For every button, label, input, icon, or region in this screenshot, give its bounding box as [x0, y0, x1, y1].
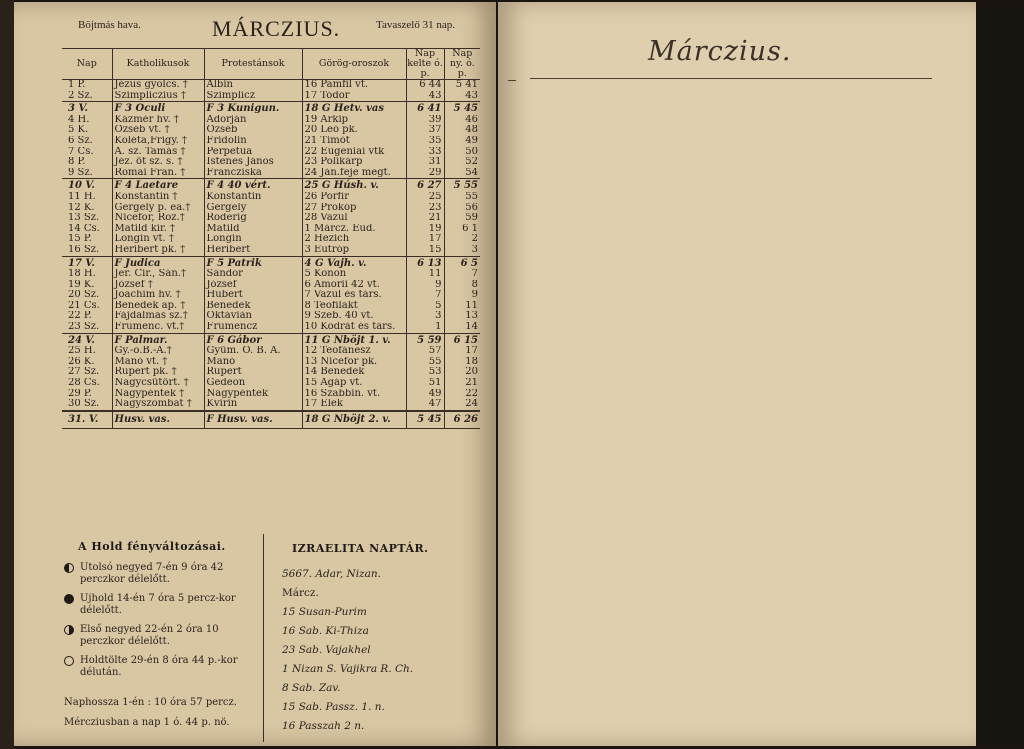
jewish-calendar-item: 16 Sab. Ki-Thiza [282, 625, 369, 637]
cell-sunrise: 17 [406, 234, 444, 245]
calendar-header-row [62, 49, 480, 80]
calendar-row-last [62, 411, 480, 429]
cell-catholic: Matild kir. † [112, 224, 204, 235]
cell-protestant: Kvirin [204, 399, 302, 411]
calendar-row [62, 269, 480, 280]
calendar-row [62, 203, 480, 214]
calendar-row [62, 234, 480, 245]
jewish-calendar-item: 8 Sab. Zav. [282, 682, 341, 694]
cell-day: 17 V. [62, 256, 112, 269]
cell-day: 7 Cs. [68, 146, 94, 157]
cell-sunset: 11 [444, 301, 480, 312]
calendar-row [62, 399, 480, 411]
col-header-sunset: Nap ny. ó. p. [444, 49, 480, 80]
col-header-catholic: Katholikusok [112, 49, 204, 80]
calendar-row [62, 136, 480, 147]
moon-phases-list [62, 562, 262, 686]
cell-protestant: Gyüm. O. B. A. [204, 346, 302, 357]
cell-sunrise: 53 [406, 367, 444, 378]
jewish-calendar-item: 15 Susan-Purim [282, 606, 367, 618]
cell-sunset: 6 15 [444, 333, 480, 346]
cell-day: 13 Sz. [68, 213, 100, 224]
cell-sunrise: 33 [406, 147, 444, 158]
cell-sunrise: 7 [406, 290, 444, 301]
cell-protestant: Adorján [204, 115, 302, 126]
cell-catholic: A. sz. Tamás † [112, 147, 204, 158]
cell-catholic: Nicefor, Roz.† [112, 213, 204, 224]
cell-protestant: József [204, 280, 302, 291]
cell-orthodox: 14 Benedek [302, 367, 406, 378]
cell-sunset: 5 41 [444, 80, 480, 91]
cell-orthodox: 1 Márcz. Eud. [302, 224, 406, 235]
cell-protestant: Nagypéntek [204, 389, 302, 400]
cell-sunrise: 6 44 [406, 80, 444, 91]
cell-sunset: 18 [444, 357, 480, 368]
cell-sunrise: 15 [406, 245, 444, 256]
calendar-row [62, 333, 480, 346]
cell-orthodox: 27 Prokóp [302, 203, 406, 214]
cell-protestant: Szimplicz [204, 91, 302, 102]
calendar-row [62, 290, 480, 301]
cell-catholic: F Palmar. [112, 333, 204, 346]
calendar-row [62, 378, 480, 389]
cell-day: 22 P. [68, 311, 92, 322]
calendar-row [62, 357, 480, 368]
cell-sunset: 5 55 [444, 179, 480, 192]
cell-orthodox: 18 G Nböjt 2. v. [302, 411, 406, 429]
cell-catholic: Konstantin † [112, 192, 204, 203]
calendar-row [62, 301, 480, 312]
book-edge-left [0, 0, 14, 749]
cell-orthodox: 22 Eugeniai vtk [302, 147, 406, 158]
cell-orthodox: 4 G Vajh. v. [302, 256, 406, 269]
cell-protestant: F 5 Patrik [204, 256, 302, 269]
cell-sunset: 20 [444, 367, 480, 378]
cell-sunset: 6 1 [444, 224, 480, 235]
cell-day: 20 Sz. [68, 290, 100, 301]
col-header-day: Nap [62, 49, 112, 80]
cell-protestant: F Husv. vas. [204, 411, 302, 429]
cell-day: 11 H. [68, 191, 96, 202]
cell-protestant: Francziska [204, 168, 302, 179]
cell-protestant: Istenes János [204, 157, 302, 168]
calendar-row [62, 213, 480, 224]
cell-sunset: 55 [444, 192, 480, 203]
cell-orthodox: 16 Szabbin. vt. [302, 389, 406, 400]
cell-catholic: Longin vt. † [112, 234, 204, 245]
cell-catholic: F 3 Oculi [112, 102, 204, 115]
cell-protestant: Perpetua [204, 147, 302, 158]
cell-sunset: 7 [444, 269, 480, 280]
calendar-row [62, 147, 480, 158]
cell-day: 12 K. [68, 202, 95, 213]
cell-protestant: Özséb [204, 125, 302, 136]
book-edge-right [976, 2, 1024, 746]
col-header-sunrise: Nap kelte ó. p. [407, 48, 443, 79]
cell-catholic: F Judica [112, 256, 204, 269]
cell-sunrise: 25 [406, 192, 444, 203]
cell-protestant: Konstantin [204, 192, 302, 203]
section-divider [263, 534, 264, 742]
cell-sunset: 43 [444, 91, 480, 102]
cell-sunrise: 23 [406, 203, 444, 214]
cell-catholic: Szimpliczius † [112, 91, 204, 102]
jewish-calendar-list [282, 565, 482, 736]
jewish-calendar-item: 23 Sab. Vajakhel [282, 644, 371, 656]
calendar-table [62, 48, 480, 429]
moon-phase-item [62, 593, 262, 617]
cell-orthodox: 2 Hezich [302, 234, 406, 245]
cell-orthodox: 17 Elek [302, 399, 406, 411]
cell-sunset: 54 [444, 168, 480, 179]
cell-orthodox: 9 Szeb. 40 vt. [302, 311, 406, 322]
moon-phase-text: Ujhold 14-én 7 óra 5 percz-kor délelőtt. [80, 593, 236, 616]
cell-orthodox: 5 Konon [302, 269, 406, 280]
cell-catholic: Heribert pk. † [112, 245, 204, 256]
cell-day: 10 V. [62, 179, 112, 192]
cell-catholic: Benedek ap. † [112, 301, 204, 312]
cell-sunrise: 6 27 [406, 179, 444, 192]
cell-day: 5 K. [68, 125, 89, 136]
cell-orthodox: 19 Arkip [302, 115, 406, 126]
cell-protestant: F 4 40 vért. [204, 179, 302, 192]
moon-phase-item [62, 624, 262, 648]
calendar-row [62, 322, 480, 333]
calendar-row [62, 280, 480, 291]
header-left: Böjtmás hava. [78, 19, 141, 31]
cell-day: 2 Sz. [68, 90, 93, 101]
cell-sunset: 52 [444, 157, 480, 168]
cell-sunset: 14 [444, 322, 480, 333]
moon-phase-item [62, 655, 262, 679]
calendar-row [62, 115, 480, 126]
cell-day: 30 Sz. [68, 399, 100, 410]
cell-sunrise: 6 41 [406, 102, 444, 115]
cell-orthodox: 15 Agáp vt. [302, 378, 406, 389]
jewish-calendar-item: 15 Sab. Passz. 1. n. [282, 701, 385, 713]
cell-catholic: Jéz. öt sz. s. † [112, 157, 204, 168]
cell-catholic: Manó vt. † [112, 357, 204, 368]
col-header-protestant: Protestánsok [204, 49, 302, 80]
cell-sunset: 8 [444, 280, 480, 291]
jewish-calendar-title: IZRAELITA NAPTÁR. [292, 542, 429, 555]
cell-day: 27 Sz. [68, 367, 100, 378]
cell-protestant: Albin [204, 80, 302, 91]
cell-catholic: Jézus gyolcs. † [112, 80, 204, 91]
cell-day: 9 Sz. [68, 167, 93, 178]
cell-sunset: 9 [444, 290, 480, 301]
cell-day: 26 K. [68, 356, 95, 367]
cell-orthodox: 16 Pamfil vt. [302, 80, 406, 91]
cell-day: 6 Sz. [68, 135, 93, 146]
cell-orthodox: 28 Vazul [302, 213, 406, 224]
cell-day: 28 Cs. [68, 378, 100, 389]
calendar-row [62, 179, 480, 192]
moon-phase-text: Első negyed 22-én 2 óra 10 perczkor délelőtt. [80, 624, 219, 647]
cell-sunrise: 9 [406, 280, 444, 291]
calendar-row [62, 91, 480, 102]
moon-phase-text: Utolsó negyed 7-én 9 óra 42 perczkor délelőtt. [80, 562, 224, 585]
calendar-row [62, 389, 480, 400]
cell-day: 23 Sz. [68, 322, 100, 333]
cell-protestant: Hubert [204, 290, 302, 301]
cell-catholic: Nagypéntek † [112, 389, 204, 400]
cell-protestant: Oktávián [204, 311, 302, 322]
cell-day: 31. V. [62, 411, 112, 429]
cell-orthodox: 10 Kodrát és társ. [302, 322, 406, 333]
calendar-row [62, 311, 480, 322]
calendar-body [62, 80, 480, 429]
cell-day: 3 V. [62, 102, 112, 115]
cell-catholic: Romai Fran. † [112, 168, 204, 179]
cell-catholic: Gy.-o.B.-A.† [112, 346, 204, 357]
cell-catholic: Husv. vas. [112, 411, 204, 429]
cell-sunset: 3 [444, 245, 480, 256]
cell-orthodox: 11 G Nböjt 1. v. [302, 333, 406, 346]
cell-orthodox: 23 Polikárp [302, 157, 406, 168]
cell-day: 21 Cs. [68, 300, 100, 311]
calendar-row [62, 125, 480, 136]
calendar-row [62, 245, 480, 256]
cell-catholic: Rupert pk. † [112, 367, 204, 378]
cell-catholic: F 4 Laetare [112, 179, 204, 192]
cell-protestant: Frumencz [204, 322, 302, 333]
cell-orthodox: 3 Eutróp [302, 245, 406, 256]
moon-phase-item [62, 562, 262, 586]
right-page [498, 2, 976, 746]
day-increase-note: Mércziusban a nap 1 ó. 44 p. nö. [64, 717, 230, 728]
cell-orthodox: 12 Teofánesz [302, 346, 406, 357]
cell-sunrise: 5 [406, 301, 444, 312]
cell-orthodox: 21 Timót [302, 136, 406, 147]
cell-catholic: Frumenc. vt.† [112, 322, 204, 333]
cell-sunrise: 6 13 [406, 256, 444, 269]
cell-sunrise: 39 [406, 115, 444, 126]
cell-day: 16 Sz. [68, 244, 100, 255]
header-right: Tavaszelő 31 nap. [376, 19, 455, 31]
cell-day: 24 V. [62, 333, 112, 346]
cell-orthodox: 17 Tódor [302, 91, 406, 102]
cell-sunrise: 57 [406, 346, 444, 357]
cell-day: 4 H. [68, 114, 90, 125]
cell-day: 25 H. [68, 346, 96, 357]
cell-sunset: 59 [444, 213, 480, 224]
cell-protestant: Gedeon [204, 378, 302, 389]
cell-orthodox: 20 Leó pk. [302, 125, 406, 136]
cell-sunset: 17 [444, 346, 480, 357]
moon-section-title: A Hold fényváltozásai. [78, 540, 226, 553]
cell-sunset: 6 26 [444, 411, 480, 429]
cell-protestant: Sándor [204, 269, 302, 280]
cell-sunrise: 55 [406, 357, 444, 368]
cell-catholic: Joachim hv. † [112, 290, 204, 301]
calendar-row [62, 367, 480, 378]
cell-sunset: 48 [444, 125, 480, 136]
cell-sunrise: 51 [406, 378, 444, 389]
cell-sunset: 22 [444, 389, 480, 400]
cell-catholic: Jer. Cir., Sán.† [112, 269, 204, 280]
jewish-calendar-item: 16 Passzah 2 n. [282, 720, 365, 732]
last-quarter-moon-icon [64, 563, 74, 573]
calendar-row [62, 157, 480, 168]
cell-orthodox: 7 Vazul és társ. [302, 290, 406, 301]
cell-sunrise: 49 [406, 389, 444, 400]
cell-catholic: Özséb vt. † [112, 125, 204, 136]
cell-catholic: Koléta,Frigy. † [112, 136, 204, 147]
calendar-row [62, 224, 480, 235]
cell-sunrise: 35 [406, 136, 444, 147]
moon-phase-text: Holdtölte 29-én 8 óra 44 p.-kor délután. [80, 655, 238, 678]
cell-protestant: Rupert [204, 367, 302, 378]
cell-orthodox: 25 G Húsh. v. [302, 179, 406, 192]
cell-protestant: Matild [204, 224, 302, 235]
col-header-orthodox: Görög-oroszok [302, 49, 406, 80]
cell-sunset: 46 [444, 115, 480, 126]
cell-sunset: 49 [444, 136, 480, 147]
calendar-row [62, 346, 480, 357]
cell-day: 18 H. [68, 269, 96, 280]
cell-catholic: József † [112, 280, 204, 291]
full-moon-icon [64, 656, 74, 666]
cell-sunset: 6 5 [444, 256, 480, 269]
cell-day: 19 K. [68, 279, 95, 290]
cell-sunrise: 5 45 [406, 411, 444, 429]
cell-catholic: Nagycsütört. † [112, 378, 204, 389]
cell-orthodox: 18 G Hetv. vas [302, 102, 406, 115]
cell-day: 15 P. [68, 234, 92, 245]
cell-catholic: Nagyszombat † [112, 399, 204, 411]
cell-sunset: 5 45 [444, 102, 480, 115]
cell-protestant: Roderig [204, 213, 302, 224]
page-title: MÁRCZIUS. [212, 16, 341, 41]
ruled-line-tick [508, 80, 516, 81]
calendar-row [62, 102, 480, 115]
jewish-calendar-item: 1 Nizan S. Vajikra R. Ch. [282, 663, 414, 675]
cell-sunrise: 19 [406, 224, 444, 235]
cell-orthodox: 6 Amorii 42 vt. [302, 280, 406, 291]
cell-sunset: 2 [444, 234, 480, 245]
cell-catholic: Fájdalmas sz.† [112, 311, 204, 322]
cell-catholic: Gergely p. ea.† [112, 203, 204, 214]
cell-sunrise: 11 [406, 269, 444, 280]
cell-protestant: Longin [204, 234, 302, 245]
cell-orthodox: 26 Porfir [302, 192, 406, 203]
cell-protestant: Benedek [204, 301, 302, 312]
day-length-note: Naphossza 1-én : 10 óra 57 percz. [64, 697, 237, 708]
cell-orthodox: 8 Teofilakt [302, 301, 406, 312]
cell-protestant: F 3 Kunigun. [204, 102, 302, 115]
cell-sunrise: 29 [406, 168, 444, 179]
cell-day: 14 Cs. [68, 223, 100, 234]
cell-day: 29 P. [68, 388, 92, 399]
cell-sunrise: 1 [406, 322, 444, 333]
cell-sunrise: 31 [406, 157, 444, 168]
calendar-row [62, 168, 480, 179]
calendar-row [62, 192, 480, 203]
cell-sunrise: 3 [406, 311, 444, 322]
cell-catholic: Kázmér hv. † [112, 115, 204, 126]
cell-day: 1 P. [68, 79, 86, 90]
cell-protestant: Manó [204, 357, 302, 368]
handwritten-title: Márczius. [648, 36, 792, 67]
jewish-calendar-item: 5667. Adar, Nizan. [282, 568, 381, 580]
cell-orthodox: 24 Ján.feje megt. [302, 168, 406, 179]
cell-sunrise: 43 [406, 91, 444, 102]
cell-sunset: 24 [444, 399, 480, 411]
calendar-row [62, 80, 480, 91]
calendar-row [62, 256, 480, 269]
jewish-calendar-item: Márcz. [282, 587, 319, 599]
cell-sunrise: 37 [406, 125, 444, 136]
new-moon-icon [64, 594, 74, 604]
cell-protestant: Gergely [204, 203, 302, 214]
cell-sunset: 50 [444, 147, 480, 158]
cell-sunrise: 21 [406, 213, 444, 224]
cell-sunrise: 5 59 [406, 333, 444, 346]
ruled-line [530, 78, 932, 79]
cell-orthodox: 13 Nicefor pk. [302, 357, 406, 368]
cell-protestant: F 6 Gábor [204, 333, 302, 346]
cell-protestant: Heribert [204, 245, 302, 256]
cell-sunrise: 47 [406, 399, 444, 411]
cell-sunset: 21 [444, 378, 480, 389]
cell-protestant: Fridolin [204, 136, 302, 147]
cell-day: 8 P. [68, 157, 86, 168]
first-quarter-moon-icon [64, 625, 74, 635]
cell-sunset: 13 [444, 311, 480, 322]
cell-sunset: 56 [444, 203, 480, 214]
